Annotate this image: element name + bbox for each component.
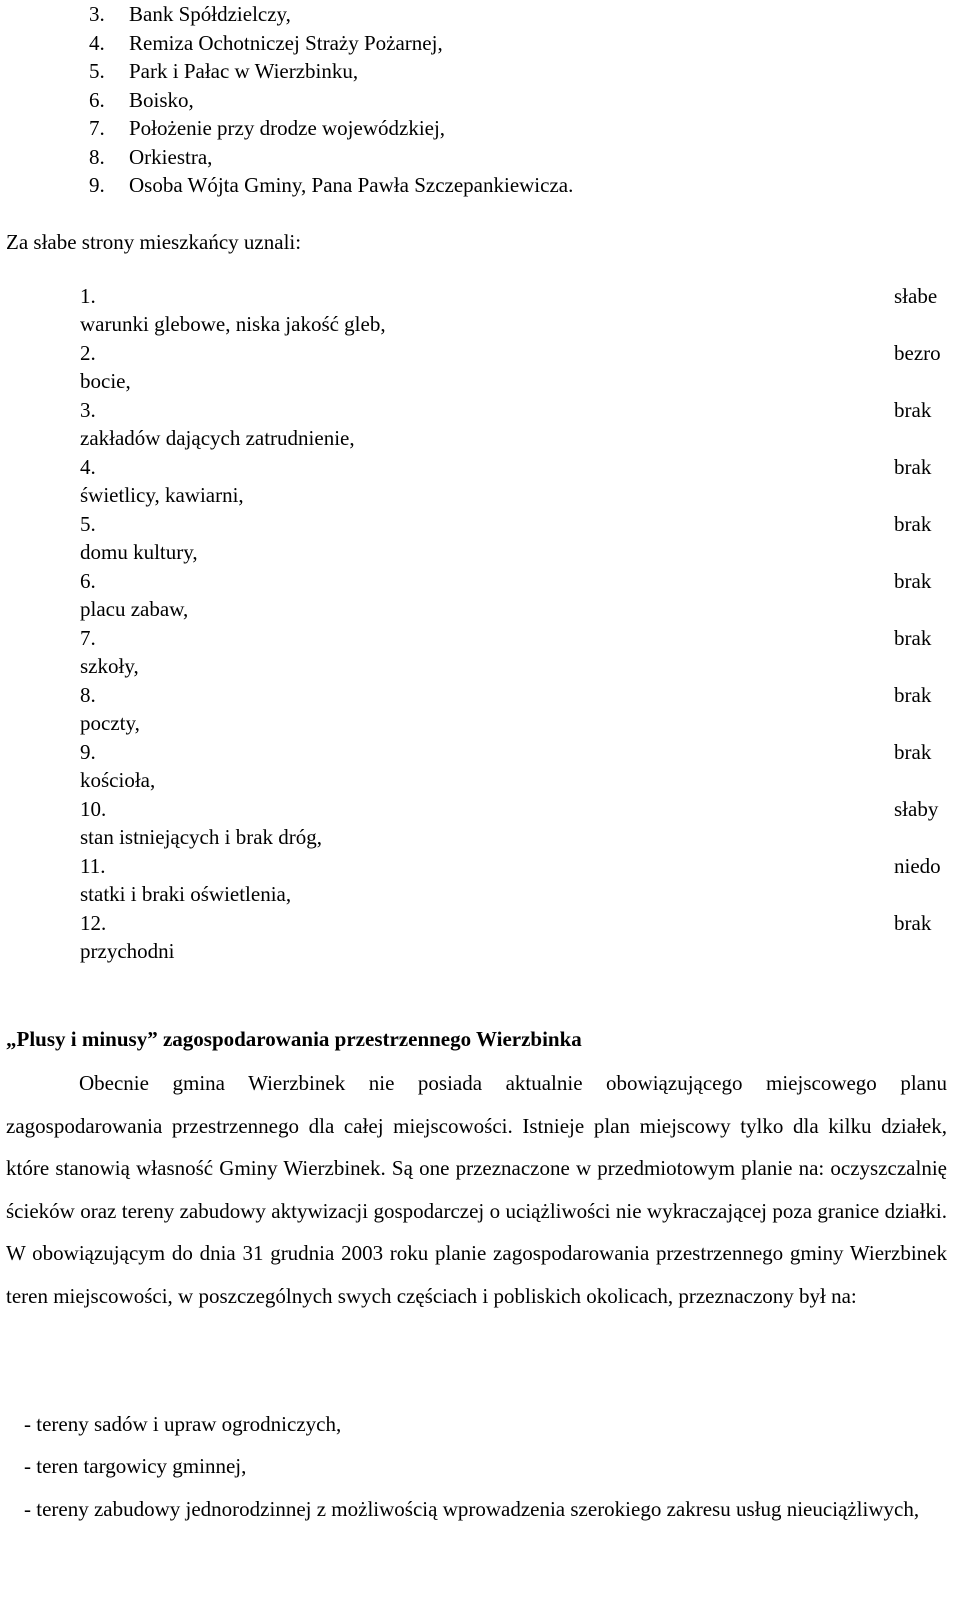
weak-points-intro: Za słabe strony mieszkańcy uznali: <box>6 230 302 254</box>
dash-list-item: - tereny sadów i upraw ogrodniczych, <box>24 1412 342 1436</box>
weak-point-item: 9. brak kościoła, <box>80 740 932 792</box>
weak-point-item: 3. brak zakładów dających zatrudnienie, <box>80 398 932 450</box>
list-item: 4. Remiza Ochotniczej Straży Pożarnej, <box>89 30 443 55</box>
list-item: 9. Osoba Wójta Gminy, Pana Pawła Szczepankiewicza. <box>89 173 574 197</box>
weak-point-item: 1. słabe warunki glebowe, niska jakość gleb, <box>80 284 938 336</box>
list-item: 3. Bank Spółdzielczy, <box>89 2 291 26</box>
weak-point-item: 11. niedo statki i braki oświetlenia, <box>80 854 941 906</box>
list-item: 6. Boisko, <box>89 87 194 112</box>
weak-point-item: 7. brak szkoły, <box>80 626 932 678</box>
list-item: 8. Orkiestra, <box>89 144 213 169</box>
weak-point-item: 5. brak domu kultury, <box>80 512 932 564</box>
weak-point-item: 2. bezro bocie, <box>80 341 941 393</box>
weak-point-item: 12. brak przychodni <box>80 911 932 963</box>
dash-list-item: - teren targowicy gminnej, <box>24 1454 247 1478</box>
weak-point-item: 8. brak poczty, <box>80 683 932 735</box>
dash-list-item: - tereny zabudowy jednorodzinnej z możliwością wprowadzenia szerokiego zakresu usług nieuciążliwych, <box>24 1497 920 1521</box>
body-paragraph: Obecnie gmina Wierzbinek nie posiada aktualnie obowiązującego miejscowego planu zagospodarowania przestrzennego dla całej miejscowości. Istnieje plan miejscowy tylko dla kilku działek, które stanowią własność Gminy Wierzbinek. Są one przeznaczone w przedmiotowym planie na: oczyszczalnię ścieków oraz tereny zabudowy aktywizacji gospodarczej o uciążliwości nie wykraczającej poza granice działki. W obowiązującym do dnia 31 grudnia 2003 roku planie zagospodarowania przestrzennego gminy Wierzbinek teren miejscowości, w poszczególnych swych częściach i pobliskich okolicach, przeznaczony był na: <box>6 1071 947 1308</box>
section-heading: „Plusy i minusy” zagospodarowania przestrzennego Wierzbinka <box>6 1027 582 1051</box>
weak-point-item: 10. słaby stan istniejących i brak dróg, <box>80 797 939 849</box>
weak-point-item: 6. brak placu zabaw, <box>80 569 932 621</box>
strengths-list <box>89 0 573 200</box>
weak-point-item: 4. brak świetlicy, kawiarni, <box>80 455 932 507</box>
list-item: 5. Park i Pałac w Wierzbinku, <box>89 59 359 83</box>
list-item: 7. Położenie przy drodze wojewódzkiej, <box>89 116 446 140</box>
